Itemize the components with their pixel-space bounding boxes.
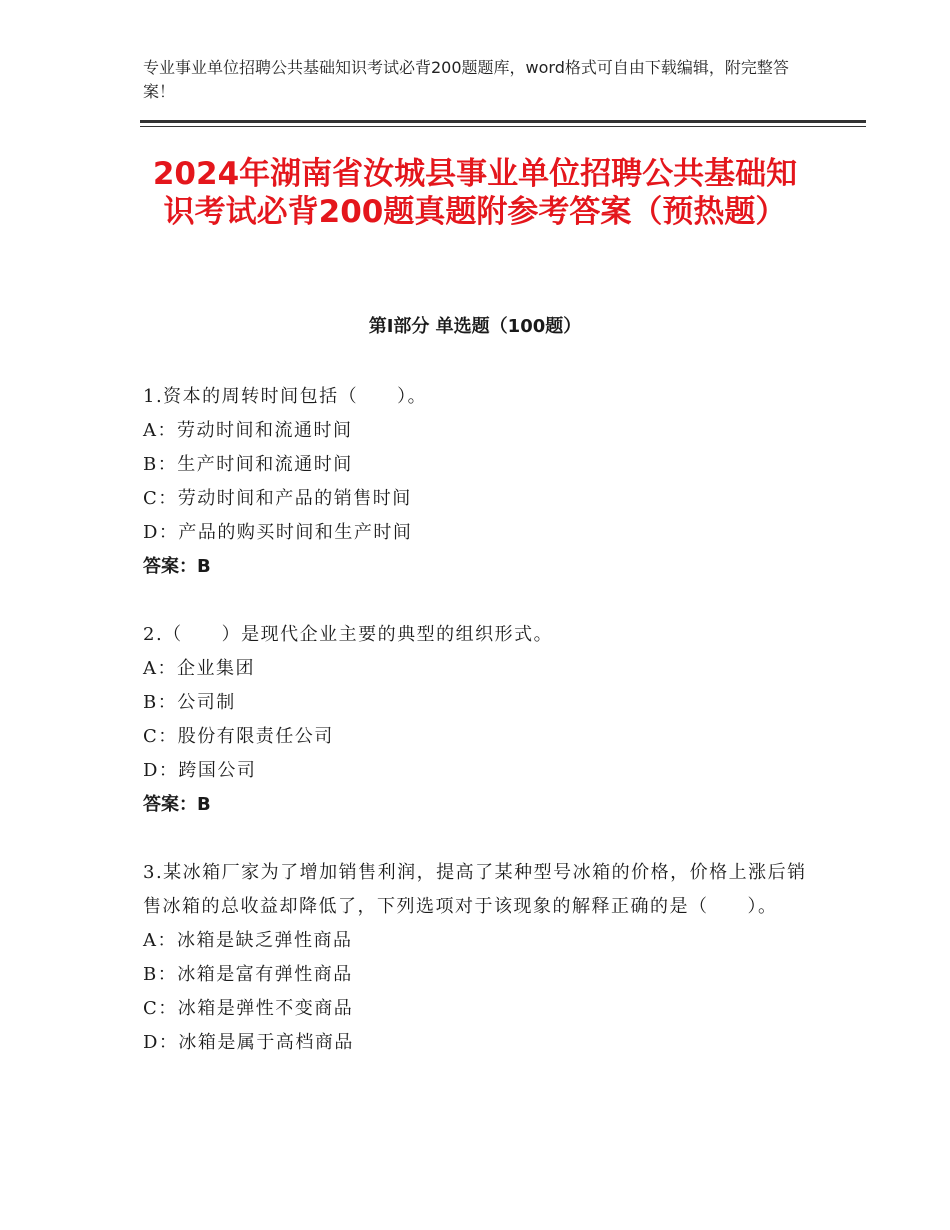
option-d: D：产品的购买时间和生产时间	[143, 522, 413, 543]
section-title: 第Ⅰ部分 单选题（100题）	[368, 316, 582, 337]
answer: 答案：B	[143, 794, 211, 815]
question-1	[143, 380, 813, 584]
option-c: C：股份有限责任公司	[143, 726, 334, 747]
option-b: B：公司制	[143, 692, 236, 713]
option-a: A：企业集团	[143, 658, 255, 679]
option-d: D：冰箱是属于高档商品	[143, 1032, 354, 1053]
question-list	[143, 380, 813, 1094]
question-stem: 2.（ ）是现代企业主要的典型的组织形式。	[143, 624, 554, 645]
option-d: D：跨国公司	[143, 760, 257, 781]
question-stem: 3.某冰箱厂家为了增加销售利润，提高了某种型号冰箱的价格，价格上涨后销售冰箱的总收益却降低了，下列选项对于该现象的解释正确的是（ ）。	[143, 862, 807, 917]
question-3	[143, 856, 813, 1060]
header-note: 专业事业单位招聘公共基础知识考试必背200题题库，word格式可自由下载编辑，附完整答案！	[143, 58, 789, 101]
question-2	[143, 618, 813, 822]
option-c: C：冰箱是弹性不变商品	[143, 998, 354, 1019]
header-rule-thin	[140, 126, 866, 127]
option-c: C：劳动时间和产品的销售时间	[143, 488, 412, 509]
header-rule-thick	[140, 120, 866, 123]
option-a: A：冰箱是缺乏弹性商品	[143, 930, 353, 951]
question-stem: 1.资本的周转时间包括（ ）。	[143, 386, 428, 407]
document-title: 2024年湖南省汝城县事业单位招聘公共基础知识考试必背200题真题附参考答案（预热题）	[152, 156, 798, 230]
option-a: A：劳动时间和流通时间	[143, 420, 353, 441]
option-b: B：生产时间和流通时间	[143, 454, 353, 475]
answer: 答案：B	[143, 556, 211, 577]
option-b: B：冰箱是富有弹性商品	[143, 964, 353, 985]
